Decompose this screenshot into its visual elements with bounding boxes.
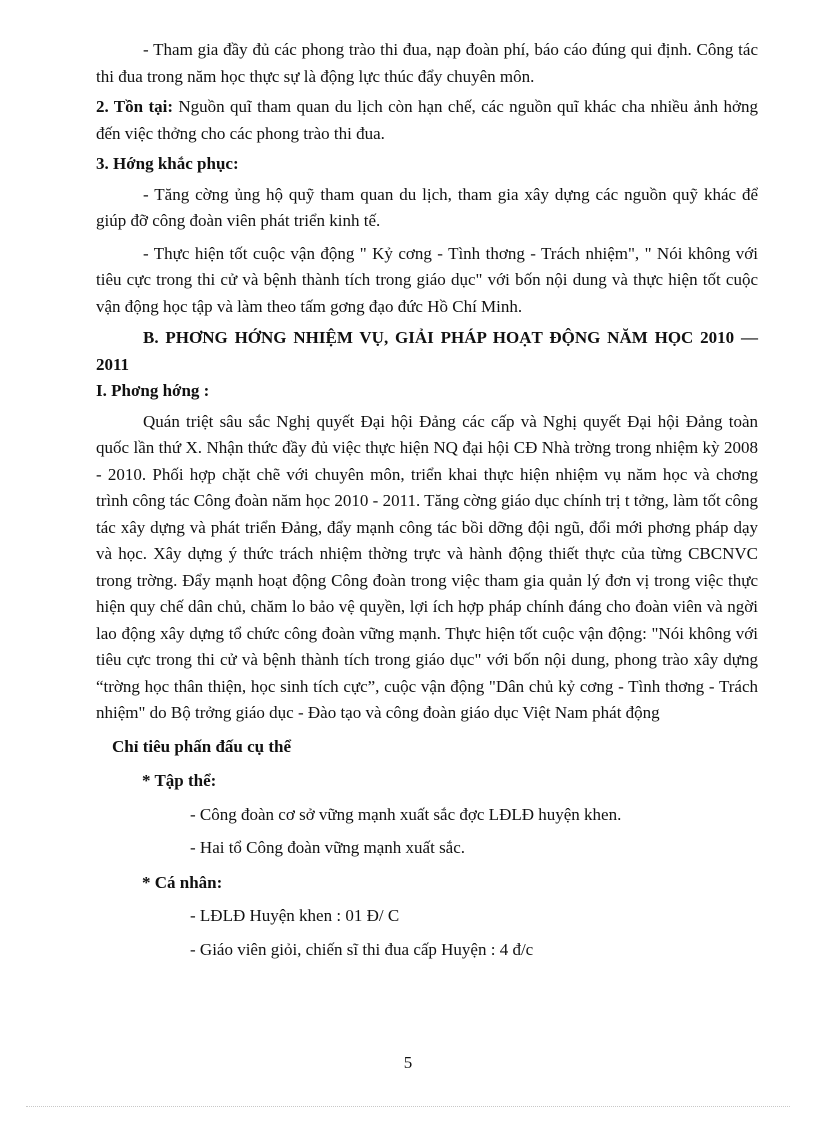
heading-collective: * Tập thể:: [142, 771, 217, 790]
paragraph-remedy-campaign: - Thực hiện tốt cuộc vận động " Kỷ cơng - Tình thơng - Trách nhiệm", " Nói không với tiêu cực trong thi cử và bệnh thành tích trong giáo dục" với bốn nội dung và thực hiện tốt cuộc vận động học tập và làm theo tấm gơng đạo đức Hồ Chí Minh.: [96, 243, 758, 316]
heading-individual: * Cá nhân:: [142, 872, 223, 892]
document-page: [96, 37, 758, 963]
shortcomings-text: Nguồn quĩ tham quan du lịch còn hạn chế, các nguồn quĩ khác cha nhiều ảnh hởng đến việc thởng cho các phong trào thi đua.: [96, 97, 758, 143]
paragraph-remedy-fund: - Tăng cờng ủng hộ quỹ tham quan du lịch, tham gia xây dựng các nguồn quỹ khác để giúp đỡ công đoàn viên phát triển kinh tế.: [96, 184, 758, 230]
collective-item: - Hai tổ Công đoàn vững mạnh xuất sắc.: [190, 838, 466, 857]
paragraph-direction: Quán triệt sâu sắc Nghị quyết Đại hội Đảng các cấp và Nghị quyết Đại hội Đảng toàn quốc lần thứ X. Nhận thức đầy đủ việc thực hiện NQ đại hội CĐ Nhà trờng trong nhiệm kỳ 2008 - 2010. Phối hợp chặt chẽ với chuyên môn, triển khai thực hiện nhiệm vụ năm học và chơng trình công tác Công đoàn năm học 2010 - 2011. Tăng cờng giáo dục chính trị t tởng, làm tốt công tác xây dựng và phát triển Đảng, đẩy mạnh công tác bồi dỡng đội ngũ, đổi mới phơng pháp dạy và học. Xây dựng ý thức trách nhiệm thờng trực và hành động thiết thực của từng CBCNVC trong trờng. Đẩy mạnh hoạt động Công đoàn trong việc tham gia quản lý đơn vị trong việc thực hiện quy chế dân chủ, chăm lo bảo vệ quyền, lợi ích hợp pháp chính đáng cho đoàn viên và ngời lao động xây dựng tổ chức công đoàn vững mạnh. Thực hiện tốt cuộc vận động: "Nói không với tiêu cực trong thi cử và bệnh thành tích trong giáo dục" với bốn nội dung, phong trào xây dựng “trờng học thân thiện, học sinh tích cực”, cuộc vận động "Dân chủ kỷ cơng - Tình thơng - Trách nhiệm" do Bộ trởng giáo dục - Đào tạo và công đoàn giáo dục Việt Nam phát động: [96, 411, 758, 722]
paragraph-shortcomings: [96, 94, 758, 147]
page-number: 5: [403, 1053, 413, 1072]
individual-item: - Giáo viên giỏi, chiến sĩ thi đua cấp Huyện : 4 đ/c: [190, 939, 534, 959]
shortcomings-label: 2. Tồn tại:: [96, 97, 174, 116]
heading-remedy: 3. Hớng khắc phục:: [96, 154, 239, 173]
individual-item: - LĐLĐ Huyện khen : 01 Đ/ C: [190, 906, 400, 925]
heading-section-i: I. Phơng hớng :: [96, 381, 210, 400]
heading-section-b: B. PHƠNG HỚNG NHIỆM VỤ, GIẢI PHÁP HOẠT ĐỘNG NĂM HỌC 2010 —2011: [96, 328, 758, 374]
page-bottom-divider: [26, 1106, 790, 1107]
collective-item: - Công đoàn cơ sở vững mạnh xuất sắc đợc LĐLĐ huyện khen.: [190, 804, 622, 824]
heading-targets: Chỉ tiêu phấn đấu cụ thể: [112, 736, 292, 756]
paragraph-emulation-participation: - Tham gia đầy đủ các phong trào thi đua, nạp đoàn phí, báo cáo đúng qui định. Công tác thi đua trong năm học thực sự là động lực thúc đẩy chuyên môn.: [96, 40, 758, 86]
